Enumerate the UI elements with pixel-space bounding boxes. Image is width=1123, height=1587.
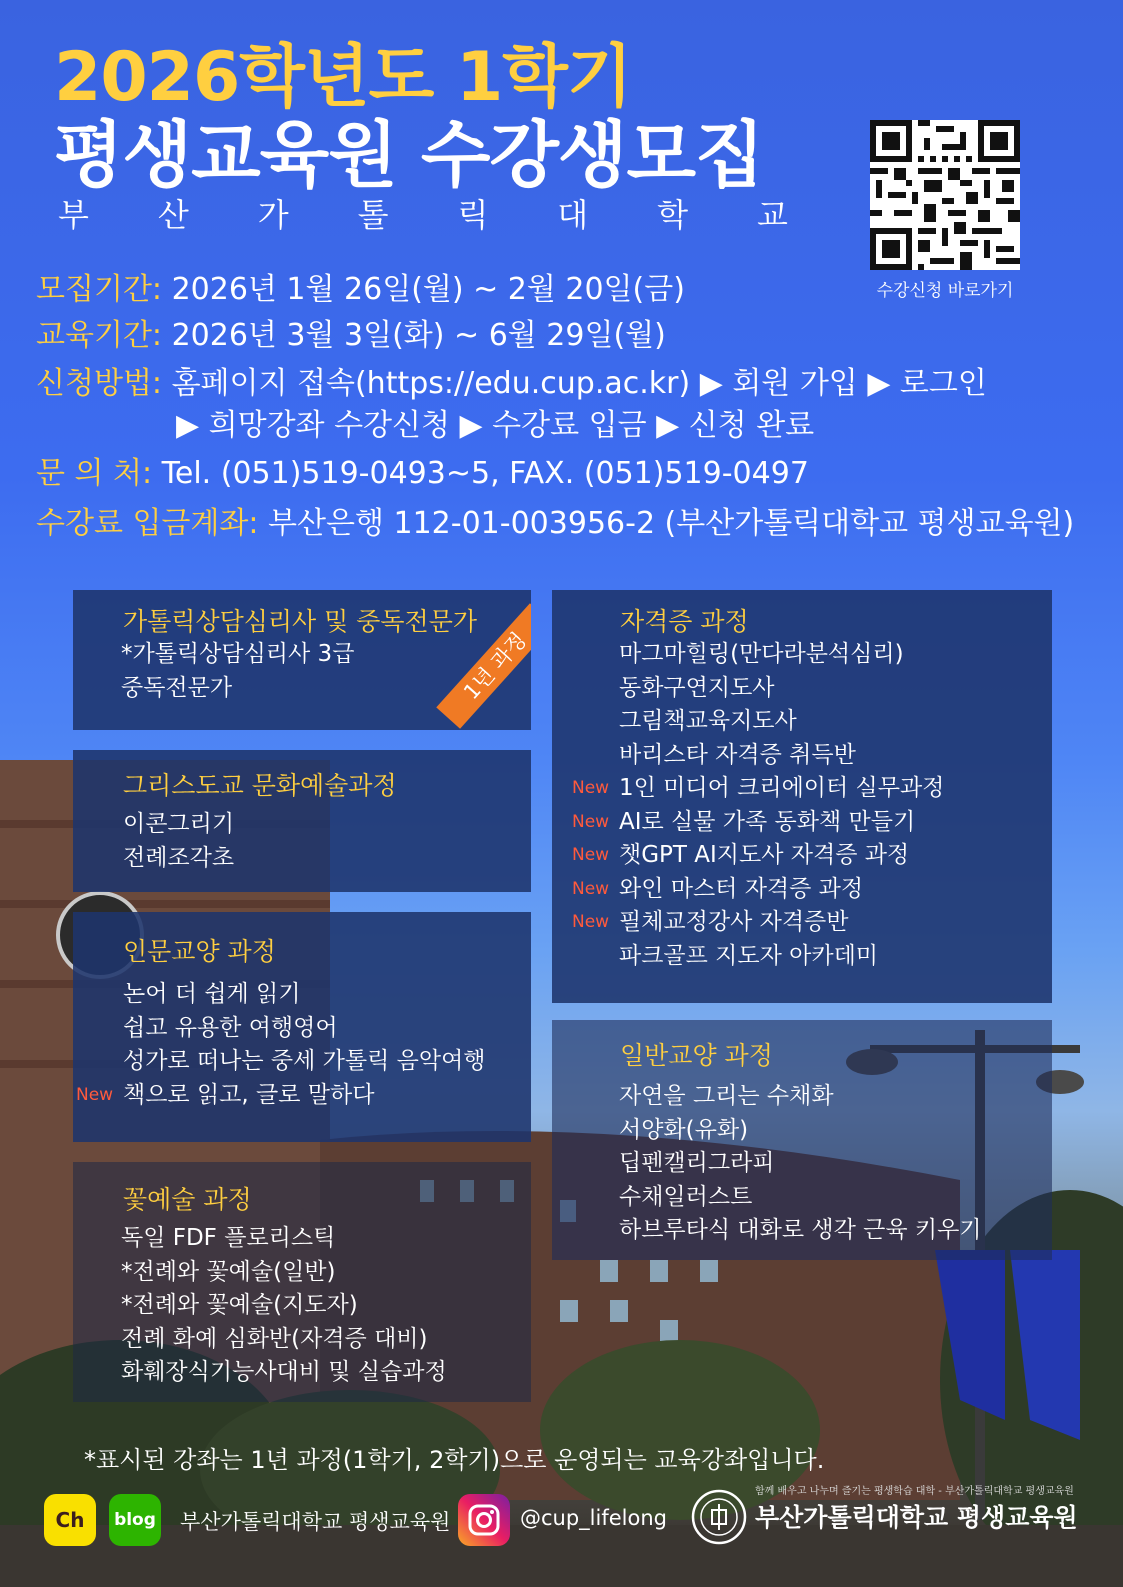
course-item [572,839,944,873]
course-item: 전례조각초 [123,844,235,871]
course-item: 논어 더 쉽게 읽기 [123,981,301,1007]
course-box-general [552,1020,1052,1260]
course-item: 이콘그리기 [123,811,235,837]
course-item: *가톨릭상담심리사 3급 [121,641,355,667]
course-item [572,873,944,907]
title-semester: 2026학년도 1학기 [54,38,632,117]
contact-label: 문 의 처: [36,456,153,491]
course-box-title: 인문교양 과정 [123,937,276,966]
apply-value-line1[interactable]: 홈페이지 접속(https://edu.cup.ac.kr) ▶ 회원 가입 ▶ 로그인 [162,366,987,401]
recruit-period [36,270,685,310]
course-item: 중독전문가 [121,674,233,701]
course-list [76,978,486,1112]
course-item-label: 1인 미디어 크리에이터 실무과정 [619,775,945,801]
contact-value: Tel. (051)519-0493~5, FAX. (051)519-0497 [152,456,809,491]
univ-char: 대 [557,196,589,234]
course-item: 독일 FDF 플로리스틱 [121,1225,336,1251]
course-list [572,638,945,973]
qr-caption: 수강신청 바로가기 [876,281,1014,301]
university-seal-icon [690,1488,748,1546]
course-list [121,638,354,705]
univ-char: 교 [757,196,788,234]
recruit-label: 모집기간: [36,272,163,307]
instagram-glyph [458,1494,510,1546]
course-box-flower-art [73,1162,531,1402]
edu-value: 2026년 3월 3일(화) ~ 6월 29일(월) [162,318,666,353]
apply-method-line2: ▶ 희망강좌 수강신청 ▶ 수강료 입금 ▶ 신청 완료 [176,408,815,443]
univ-char: 산 [157,196,189,234]
course-box-title: 가톨릭상담심리사 및 중독전문가 [123,607,477,636]
edu-label: 교육기간: [36,318,163,353]
course-item: 서양화(유화) [619,1116,749,1143]
new-tag: New [572,878,610,899]
one-year-badge: 1년 과정 [436,603,531,728]
footer [0,1476,1123,1546]
course-item: 파크골프 지도자 아카데미 [619,942,879,969]
instagram-icon[interactable] [458,1494,510,1546]
course-item-label: 책으로 읽고, 글로 말하다 [123,1081,375,1108]
logo-org-name: 부산가톨릭대학교 평생교육원 [755,1503,1078,1532]
course-box-title: 그리스도교 문화예술과정 [123,771,397,800]
recruit-value: 2026년 1월 26일(월) ~ 2월 20일(금) [162,272,685,307]
course-item [572,906,944,940]
course-list [619,1080,982,1248]
apply-label: 신청방법: [36,366,163,401]
course-item-label: 챗GPT AI지도사 자격증 과정 [619,842,910,868]
univ-char: 릭 [457,196,489,234]
course-item-label: AI로 실물 가족 동화책 만들기 [619,808,916,835]
kakao-channel-icon[interactable]: Ch [44,1494,96,1546]
new-tag: New [572,845,610,865]
footnote: *표시된 강좌는 1년 과정(1학기, 2학기)으로 운영되는 교육강좌입니다. [84,1446,825,1474]
new-tag: New [76,1084,114,1105]
new-tag: New [572,912,610,932]
title-recruitment: 평생교육원 수강생모집 [54,113,764,197]
contact [36,454,809,494]
course-item: 화훼장식기능사대비 및 실습과정 [121,1359,447,1385]
course-item: 그림책교육지도사 [619,708,797,734]
course-item-label: 와인 마스터 자격증 과정 [619,875,864,902]
course-item: 동화구연지도사 [619,674,775,701]
course-item [572,772,945,806]
course-box-title: 일반교양 과정 [620,1041,773,1070]
course-item: *전례와 꽃예술(지도자) [121,1292,358,1318]
course-box-humanities [73,912,531,1142]
course-box-title: 자격증 과정 [620,607,749,636]
course-item: 자연을 그리는 수채화 [619,1083,834,1109]
account-value: 부산은행 112-01-003956-2 (부산가톨릭대학교 평생교육원) [258,506,1075,541]
course-item: 하브루타식 대화로 생각 근육 키우기 [619,1217,982,1243]
course-list [123,808,234,875]
univ-char: 부 [58,196,89,234]
apply-method [36,364,987,404]
univ-char: 톨 [357,196,389,234]
new-tag: New [572,778,610,798]
course-item: *전례와 꽃예술(일반) [121,1258,336,1285]
course-item: 바리스타 자격증 취득반 [619,741,856,768]
course-item: 쉽고 유용한 여행영어 [123,1014,338,1041]
account-label: 수강료 입금계좌: [36,506,259,541]
course-item: 수채일러스트 [619,1183,753,1210]
course-box-title: 꽃예술 과정 [123,1185,252,1214]
course-item-label: 필체교정강사 자격증반 [619,909,849,935]
naver-blog-icon[interactable]: blog [109,1494,161,1546]
course-box-catholic-counseling [73,590,531,730]
logo-tagline: 함께 배우고 나누며 즐기는 평생학습 대학 - 부산가톨릭대학교 평생교육원 [755,1486,1074,1497]
bank-account [36,504,1074,544]
footer-org-name: 부산가톨릭대학교 평생교육원 [180,1510,451,1534]
new-tag: New [572,811,610,832]
course-item: 마그마힐링(만다라분석심리) [619,641,904,667]
course-item [76,1079,486,1113]
course-list [121,1222,447,1390]
course-item: 전례 화예 심화반(자격증 대비) [121,1325,428,1352]
course-box-license [552,590,1052,1003]
university-name-spaced [58,195,788,235]
univ-char: 학 [657,196,689,234]
course-item: 딥펜캘리그라피 [619,1150,775,1176]
qr-code[interactable] [870,120,1020,270]
course-box-christian-art [73,750,531,892]
univ-char: 가 [257,196,289,234]
course-item [572,806,944,840]
course-item: 성가로 떠나는 중세 가톨릭 음악여행 [123,1048,486,1074]
education-period [36,316,666,356]
instagram-handle[interactable]: @cup_lifelong [520,1506,667,1530]
